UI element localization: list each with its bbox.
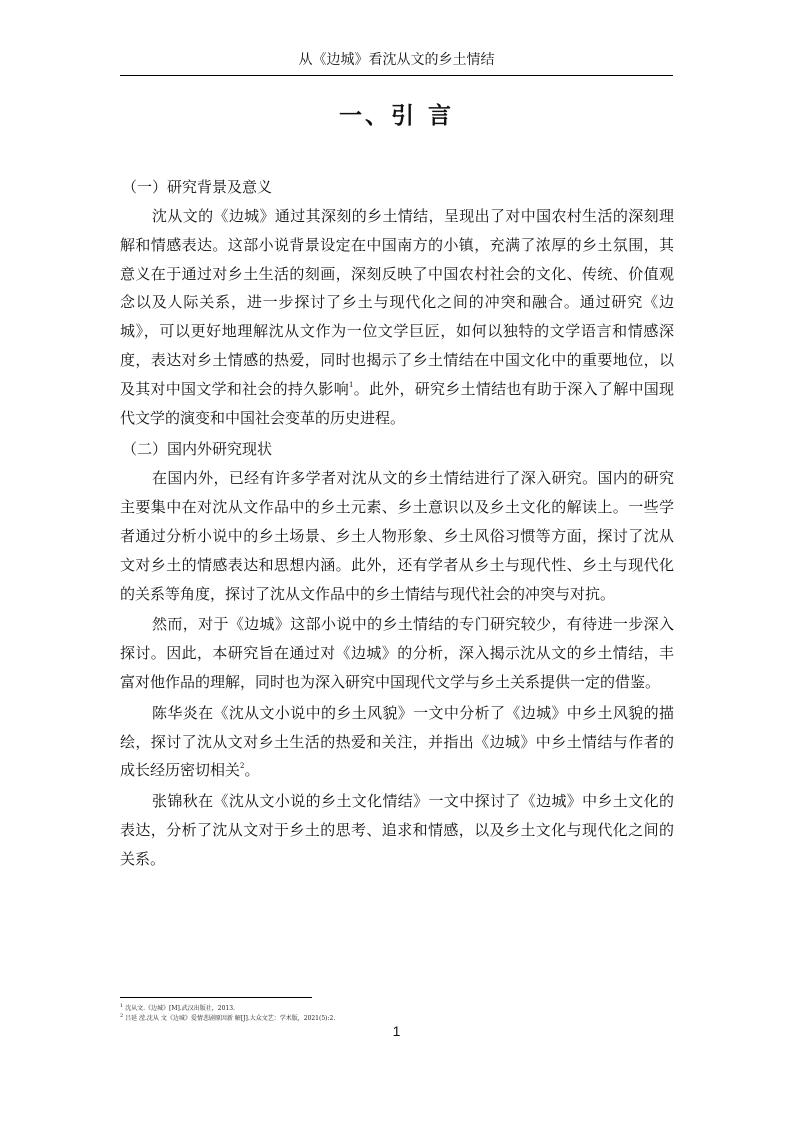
header-rule	[120, 75, 673, 76]
footnote-ref: 1	[348, 380, 354, 389]
paragraph: 然而，对于《边城》这部小说中的乡土情结的专门研究较少，有待进一步深入探讨。因此，本研究旨在通过对《边城》的分析，深入揭示沈从文的乡土情结，丰富对他作品的理解，同时也为深入研究中国现代文学与乡土关系提供一定的借鉴。	[120, 615, 674, 691]
running-header: 从《边城》看沈从文的乡土情结	[298, 52, 495, 68]
body-text	[120, 172, 674, 876]
paragraph: 陈华炎在《沈从文小说中的乡土风貌》一文中分析了《边城》中乡土风貌的描绘，探讨了沈从文对乡土生活的热爱和关注，并指出《边城》中乡土情结与作者的成长经历密切相关$^2$。	[120, 703, 674, 780]
paragraph: 在国内外，已经有许多学者对沈从文的乡土情结进行了深入研究。国内的研究主要集中在对沈从文作品中的乡土元素、乡土意识以及乡土文化的解读上。一些学者通过分析小说中的乡土场景、乡土人物形象、乡土风俗习惯等方面，探讨了沈从文对乡土的情感表达和思想内涵。此外，还有学者从乡土与现代性、乡土与现代化的关系等角度，探讨了沈从文作品中的乡土情结与现代社会的冲突与对抗。	[120, 469, 674, 603]
page-number: 1	[392, 1023, 401, 1039]
section-heading: （二）国内外研究现状	[122, 440, 273, 459]
chapter-title: 一、引 言	[338, 102, 454, 129]
paragraph: 张锦秋在《沈从文小说的乡土文化情结》一文中探讨了《边城》中乡土文化的表达，分析了沈从文对于乡土的思考、追求和情感，以及乡土文化与现代化之间的关系。	[120, 792, 674, 868]
section-heading: （一）研究背景及意义	[122, 178, 273, 196]
paragraph: 沈从文的《边城》通过其深刻的乡土情结，呈现出了对中国农村生活的深刻理解和情感表达。这部小说背景设定在中国南方的小镇，充满了浓厚的乡土氛围，其意义在于通过对乡土生活的刻画，深刻反映了中国农村社会的文化、传统、价值观念以及人际关系，进一步探讨了乡土与现代化之间的冲突和融合。通过研究《边城》，可以更好地理解沈从文作为一位文学巨匠，如何以独特的文学语言和情感深度，表达对乡土情感的热爱，同时也揭示了乡土情结在中国文化中的重要地位，以及其对中国文学和社会的持久影响$^1$。此外，研究乡土情结也有助于深入了解中国现代文学的演变和中国社会变革的历史进程。	[120, 207, 674, 427]
footnote-rule	[120, 997, 312, 998]
footnote-ref: 2	[240, 762, 245, 771]
footnote: $^2$ 吕延 滢.沈从 文《边城》爱情悲剧原因新 解[J].大众文艺：学术版，2021(5):2.	[120, 1013, 336, 1022]
footnotes	[120, 1004, 673, 1024]
footnote: $^1$ 沈从文.《边城》[M].武汉出版社，2013.	[120, 1003, 235, 1012]
